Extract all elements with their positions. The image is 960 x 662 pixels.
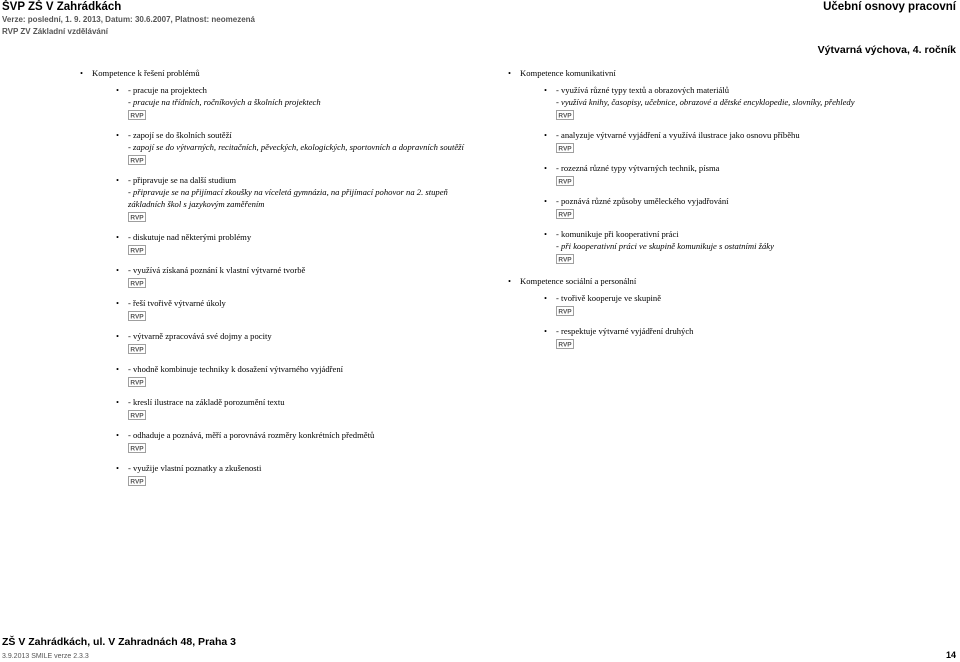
svg-text:RVP: RVP (130, 112, 144, 120)
bullet: • (544, 196, 548, 206)
competence-block (80, 67, 480, 489)
bullet: • (544, 229, 548, 239)
document-type: Učební osnovy pracovní (823, 1, 956, 13)
item-text: - připravuje se na další studium (128, 175, 237, 185)
item-text: - využije vlastní poznatky a zkušenosti (128, 463, 262, 473)
page-number: 14 (945, 650, 956, 660)
competence-items (116, 84, 480, 489)
rvp-link-icon[interactable] (556, 254, 574, 264)
document-title: ŠVP ZŠ V Zahrádkách (2, 1, 122, 13)
bullet: • (544, 293, 548, 303)
bullet: • (116, 430, 120, 440)
rvp-link-icon[interactable] (556, 176, 574, 186)
item-text: - využívá získaná poznání k vlastní výtvarné tvorbě (128, 265, 306, 275)
item-text: - diskutuje nad některými problémy (128, 232, 252, 242)
svg-text:RVP: RVP (130, 379, 144, 387)
competence-item (116, 84, 480, 123)
svg-text:RVP: RVP (558, 178, 572, 186)
svg-text:RVP: RVP (130, 313, 144, 321)
competence-item (116, 330, 480, 357)
rvp-link-icon[interactable] (128, 377, 146, 387)
item-text: - analyzuje výtvarné vyjádření a využívá ilustrace jako osnovu příběhu (556, 130, 800, 140)
bullet: • (508, 68, 512, 78)
rvp-link-icon[interactable] (128, 476, 146, 486)
rvp-link-icon[interactable] (128, 212, 146, 222)
svg-text:RVP: RVP (558, 341, 572, 349)
competence-item (544, 162, 948, 189)
item-text: - zapojí se do školních soutěží (128, 130, 232, 140)
footer-version: 3.9.2013 SMILE verze 2.3.3 (2, 653, 89, 660)
bullet: • (116, 298, 120, 308)
competence-item (544, 84, 948, 123)
item-text: - respektuje výtvarné vyjádření druhých (556, 326, 694, 336)
page-header (2, 0, 255, 37)
bullet: • (116, 364, 120, 374)
competence-heading: Kompetence komunikativní (520, 68, 616, 78)
rvp-link-icon[interactable] (128, 443, 146, 453)
svg-text:RVP: RVP (130, 157, 144, 165)
footer-school: ZŠ V Zahrádkách, ul. V Zahradnách 48, Praha 3 (2, 636, 236, 648)
left-column (80, 67, 480, 497)
item-description: - pracuje na třídních, ročníkových a školních projektech (128, 97, 321, 107)
bullet: • (544, 326, 548, 336)
rvp-link-icon[interactable] (128, 311, 146, 321)
competence-item (116, 396, 480, 423)
competence-item (116, 264, 480, 291)
bullet: • (116, 232, 120, 242)
item-description: - zapojí se do výtvarných, recitačních, pěveckých, ekologických, sportovních a dopravních soutěží (128, 142, 464, 152)
bullet: • (80, 68, 84, 78)
rvp-link-icon[interactable] (556, 110, 574, 120)
competence-block (508, 275, 948, 352)
item-text: - odhaduje a poznává, měří a porovnává rozměry konkrétních předmětů (128, 430, 375, 440)
competence-heading: Kompetence sociální a personální (520, 276, 637, 286)
svg-text:RVP: RVP (130, 412, 144, 420)
rvp-link-icon[interactable] (556, 306, 574, 316)
rvp-link-icon[interactable] (556, 143, 574, 153)
bullet: • (116, 130, 120, 140)
svg-text:RVP: RVP (558, 256, 572, 264)
competence-items (544, 84, 948, 267)
competence-item (116, 174, 480, 225)
document-meta: Verze: poslední, 1. 9. 2013, Datum: 30.6.2007, Platnost: neomezená (2, 15, 255, 24)
item-text: - pracuje na projektech (128, 85, 207, 95)
rvp-link-icon[interactable] (556, 209, 574, 219)
competence-item (544, 129, 948, 156)
item-text: - tvořivě kooperuje ve skupině (556, 293, 662, 303)
rvp-name: RVP ZV Základní vzdělávání (2, 27, 108, 36)
svg-text:RVP: RVP (558, 145, 572, 153)
bullet: • (116, 463, 120, 473)
competence-item (116, 297, 480, 324)
competence-item (116, 129, 480, 168)
svg-text:RVP: RVP (130, 478, 144, 486)
item-text: - využívá různé typy textů a obrazových materiálů (556, 85, 729, 95)
item-description: - při kooperativní práci ve skupině komunikuje s ostatními žáky (556, 241, 774, 251)
item-text: - vhodně kombinuje techniky k dosažení výtvarného vyjádření (128, 364, 344, 374)
svg-text:RVP: RVP (130, 280, 144, 288)
item-text: - kreslí ilustrace na základě porozumění textu (128, 397, 285, 407)
competence-item (116, 462, 480, 489)
rvp-link-icon[interactable] (128, 110, 146, 120)
bullet: • (116, 397, 120, 407)
item-text: - rozezná různé typy výtvarných technik, písma (556, 163, 720, 173)
svg-text:RVP: RVP (130, 346, 144, 354)
item-description: - využívá knihy, časopisy, učebnice, obrazové a dětské encyklopedie, slovníky, přehledy (556, 97, 855, 107)
competence-item (116, 429, 480, 456)
item-text: - poznává různé způsoby uměleckého vyjadřování (556, 196, 729, 206)
rvp-link-icon[interactable] (128, 278, 146, 288)
right-column (508, 67, 948, 360)
competence-item (544, 195, 948, 222)
subject-title: Výtvarná výchova, 4. ročník (817, 44, 956, 56)
bullet: • (544, 85, 548, 95)
item-text: - řeší tvořivě výtvarné úkoly (128, 298, 226, 308)
competence-block (508, 67, 948, 267)
item-description: - připravuje se na přijímací zkoušky na víceletá gymnázia, na přijímací pohovor na 2. stupeň základních škol s jazykovým zaměřením (128, 187, 448, 209)
svg-text:RVP: RVP (130, 214, 144, 222)
item-text: - komunikuje při kooperativní práci (556, 229, 679, 239)
svg-text:RVP: RVP (558, 211, 572, 219)
svg-text:RVP: RVP (558, 112, 572, 120)
competence-item (544, 228, 948, 267)
competence-items (544, 292, 948, 352)
rvp-link-icon[interactable] (128, 155, 146, 165)
bullet: • (544, 130, 548, 140)
bullet: • (116, 175, 120, 185)
competence-heading: Kompetence k řešení problémů (92, 68, 200, 78)
svg-text:RVP: RVP (558, 308, 572, 316)
bullet: • (508, 276, 512, 286)
competence-item (116, 363, 480, 390)
rvp-link-icon[interactable] (128, 344, 146, 354)
svg-text:RVP: RVP (130, 247, 144, 255)
competence-item (116, 231, 480, 258)
bullet: • (116, 331, 120, 341)
bullet: • (544, 163, 548, 173)
item-text: - výtvarně zpracovává své dojmy a pocity (128, 331, 272, 341)
competence-item (544, 292, 948, 319)
bullet: • (116, 85, 120, 95)
svg-text:RVP: RVP (130, 445, 144, 453)
bullet: • (116, 265, 120, 275)
competence-item (544, 325, 948, 352)
rvp-link-icon[interactable] (556, 339, 574, 349)
rvp-link-icon[interactable] (128, 245, 146, 255)
rvp-link-icon[interactable] (128, 410, 146, 420)
